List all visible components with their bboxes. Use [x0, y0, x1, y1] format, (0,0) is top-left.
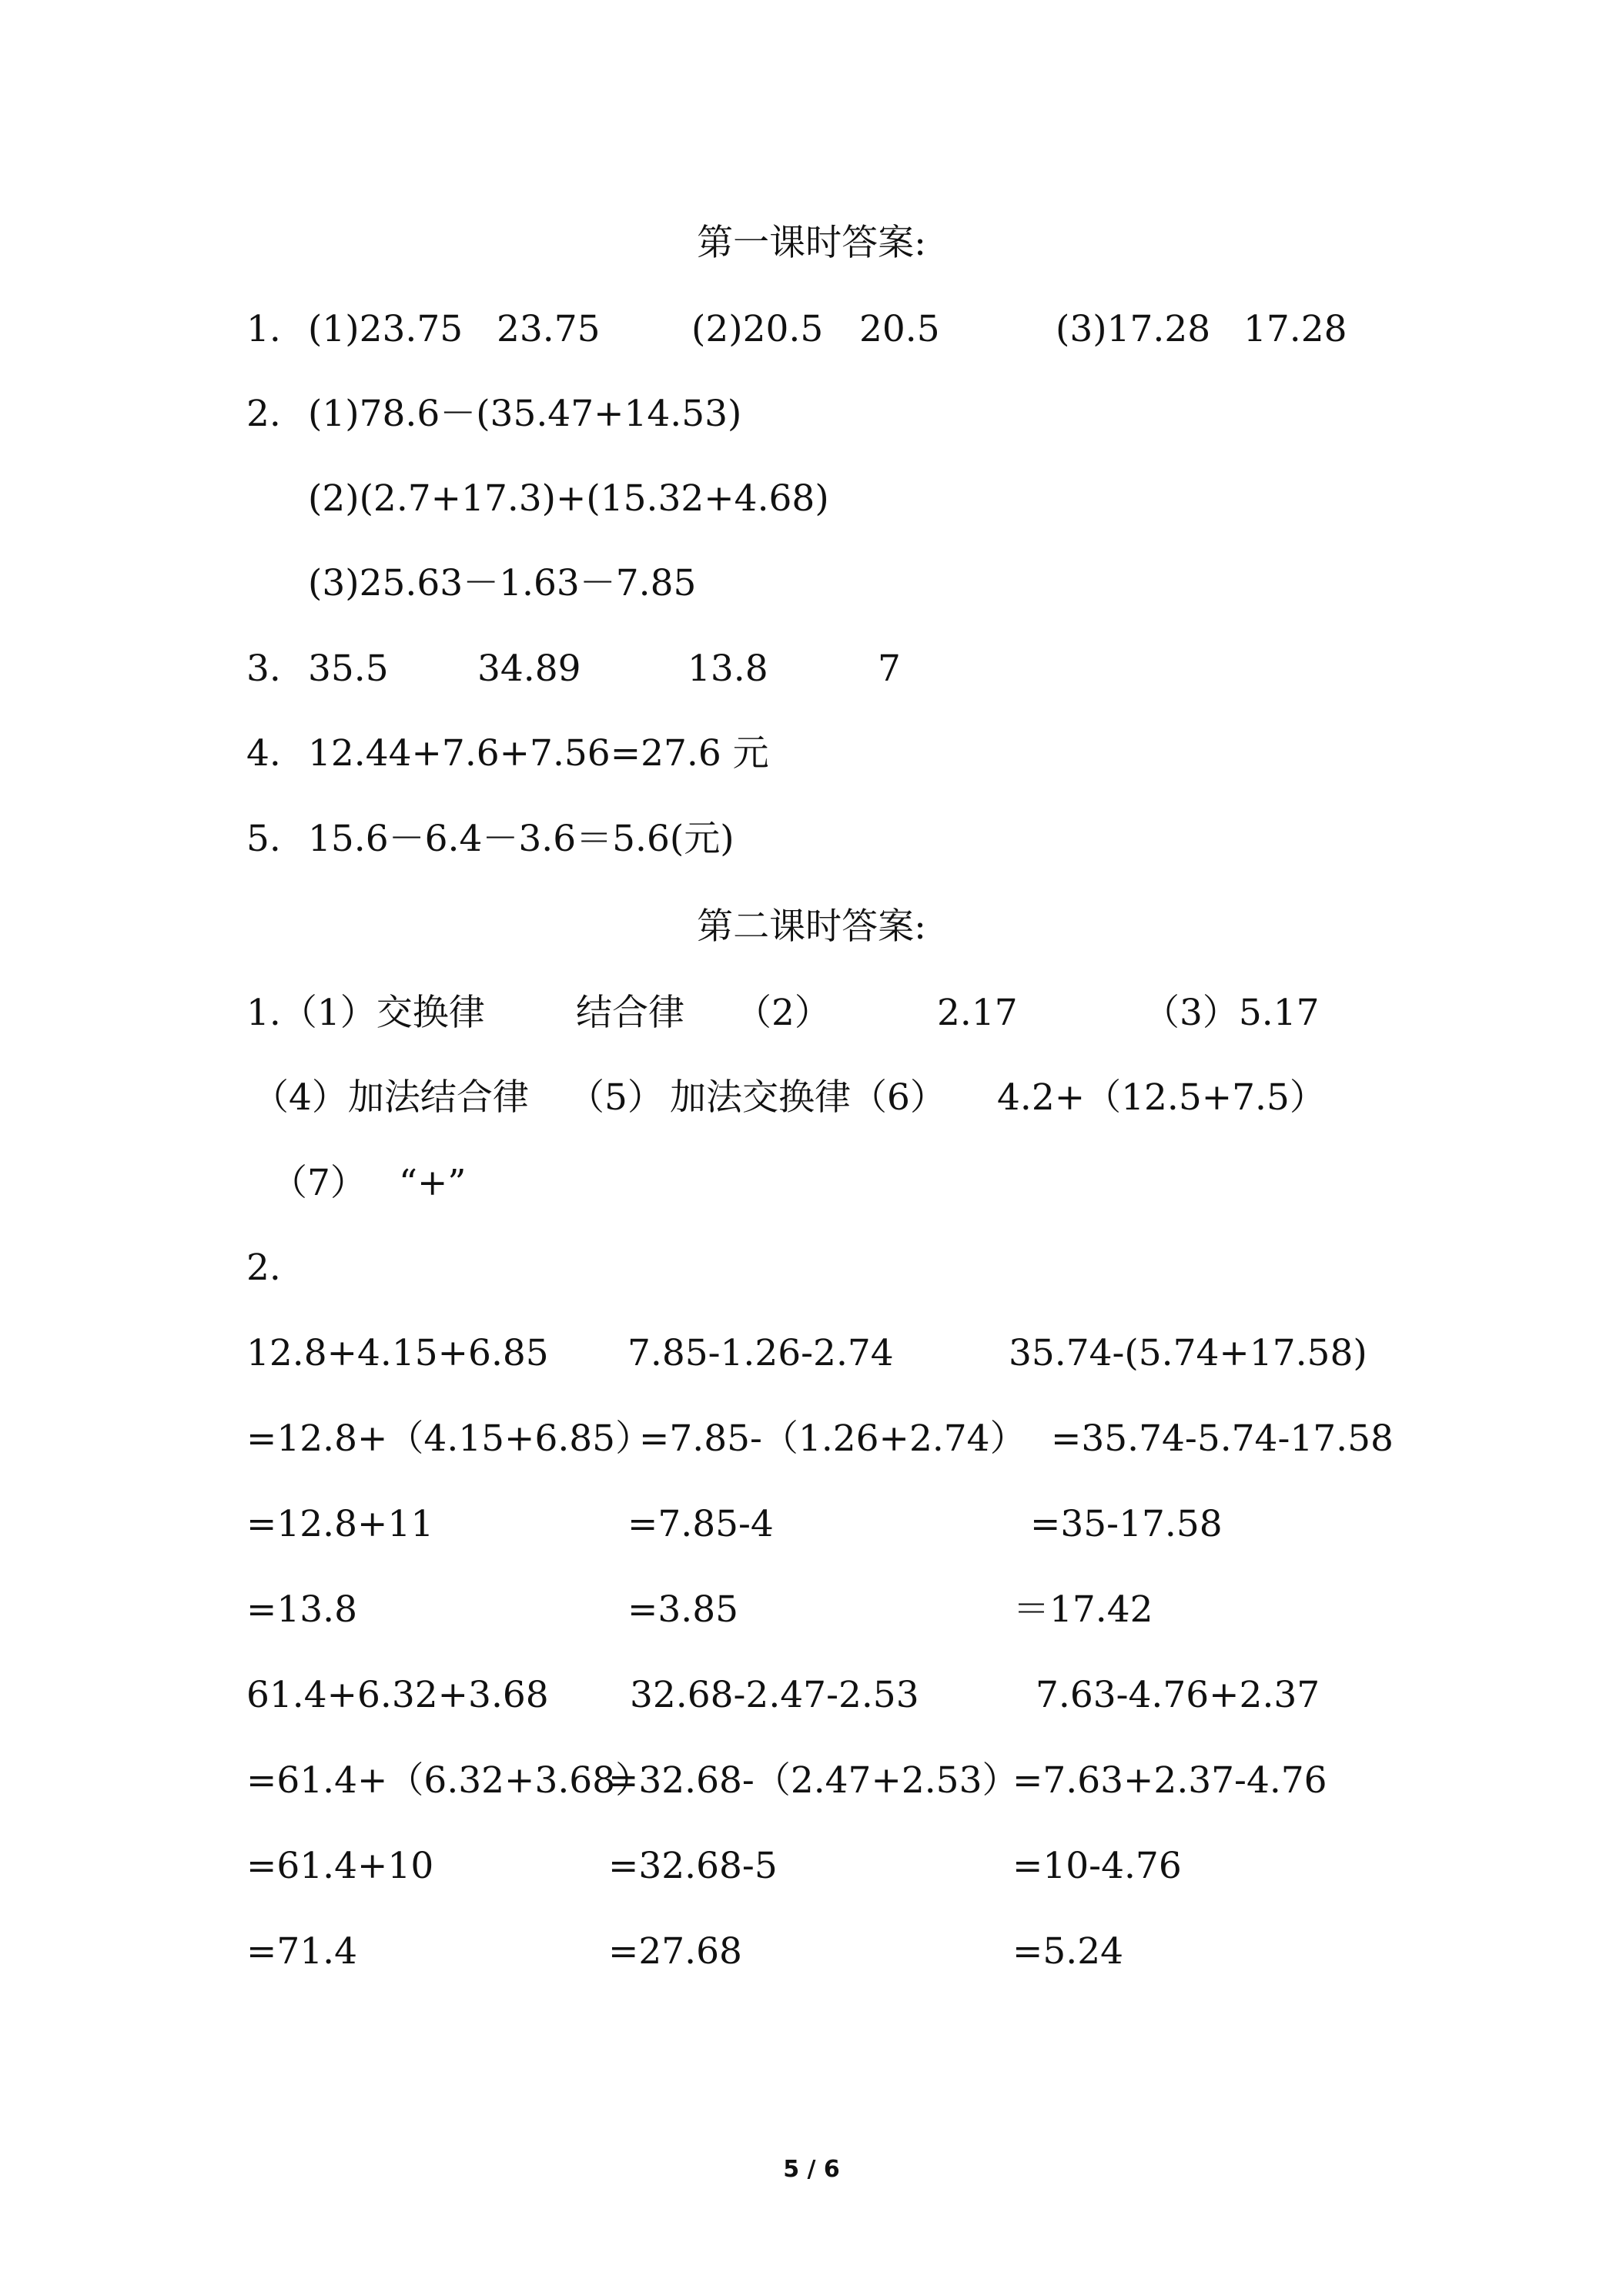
calc-cell: =7.63+2.37-4.76 [1012, 1759, 1327, 1802]
calc-cell: =71.4 [246, 1930, 358, 1973]
calc-cell: =7.85-4 [627, 1503, 774, 1545]
l1-q1-answer-3: (3)17.28 [1056, 308, 1211, 350]
l2-q1-answer-11: “+” [399, 1162, 467, 1204]
l1-q4-number: 4. [246, 732, 281, 775]
l2-q1-answer-7: （5） [568, 1076, 664, 1119]
page-number: 5 / 6 [783, 2156, 840, 2183]
lesson2-title: 第二课时答案: [697, 905, 926, 948]
l2-q1-answer-3: （2） [735, 992, 831, 1034]
calc-cell: =32.68-（2.47+2.53） [608, 1759, 1019, 1802]
calc-cell: 7.63-4.76+2.37 [1036, 1674, 1320, 1716]
l2-q1-answer-5: （3）5.17 [1143, 992, 1320, 1034]
l1-q4-answer: 12.44+7.6+7.56=27.6 元 [308, 732, 769, 775]
lesson1-title: 第一课时答案: [697, 222, 926, 264]
calc-cell: 32.68-2.47-2.53 [630, 1674, 919, 1716]
l1-q1-answer-2: (2)20.5 [691, 308, 824, 350]
l1-q3-value-2: 34.89 [477, 648, 581, 690]
l1-q3-number: 3. [246, 648, 281, 690]
calc-cell: =32.68-5 [608, 1845, 778, 1887]
l2-q1-answer-1: 1.（1）交换律 [246, 992, 485, 1034]
l1-q2-answer-2: (2)(2.7+17.3)+(15.32+4.68) [308, 477, 829, 520]
calc-cell: 7.85-1.26-2.74 [627, 1332, 894, 1374]
l1-q2-number: 2. [246, 393, 281, 435]
l2-q1-answer-2: 结合律 [576, 992, 684, 1034]
calc-cell: =13.8 [246, 1588, 358, 1631]
l2-q2-number: 2. [246, 1247, 281, 1289]
l1-q2-answer-1: (1)78.6－(35.47+14.53) [308, 393, 742, 435]
calc-cell: =61.4+10 [246, 1845, 434, 1887]
calc-cell: 35.74-(5.74+17.58) [1009, 1332, 1367, 1374]
calc-cell: 61.4+6.32+3.68 [246, 1674, 549, 1716]
l1-q1-answer-1: (1)23.75 [308, 308, 463, 350]
l1-q1-number: 1. [246, 308, 281, 350]
l1-q5-number: 5. [246, 818, 281, 860]
l1-q3-value-1: 35.5 [308, 648, 389, 690]
l2-q1-answer-9: 4.2+（12.5+7.5） [997, 1076, 1326, 1119]
calc-cell: 12.8+4.15+6.85 [246, 1332, 549, 1374]
l2-q1-answer-8: 加法交换律（6） [670, 1076, 946, 1119]
calc-cell: =27.68 [608, 1930, 742, 1973]
calc-cell: =12.8+（4.15+6.85） [246, 1417, 652, 1460]
l1-q3-value-4: 7 [878, 648, 901, 690]
calc-cell: =3.85 [627, 1588, 739, 1631]
calc-cell: =10-4.76 [1012, 1845, 1182, 1887]
l1-q3-value-3: 13.8 [688, 648, 768, 690]
l2-q1-answer-10: （7） [271, 1162, 366, 1204]
calc-cell: =61.4+（6.32+3.68） [246, 1759, 652, 1802]
l1-q1-answer-2b: 20.5 [859, 308, 940, 350]
l1-q5-answer: 15.6－6.4－3.6＝5.6(元) [308, 818, 735, 860]
calc-cell: =35.74-5.74-17.58 [1051, 1417, 1394, 1460]
l2-q1-answer-4: 2.17 [937, 992, 1018, 1034]
l1-q1-answer-1b: 23.75 [497, 308, 601, 350]
l1-q2-answer-3: (3)25.63－1.63－7.85 [308, 562, 697, 604]
calc-cell: =7.85-（1.26+2.74） [639, 1417, 1026, 1460]
calc-cell: =5.24 [1012, 1930, 1124, 1973]
calc-cell: ＝17.42 [1013, 1588, 1153, 1631]
calc-cell: =12.8+11 [246, 1503, 434, 1545]
l2-q1-answer-6: （4）加法结合律 [253, 1076, 529, 1119]
l1-q1-answer-3b: 17.28 [1243, 308, 1347, 350]
calc-cell: =35-17.58 [1030, 1503, 1223, 1545]
